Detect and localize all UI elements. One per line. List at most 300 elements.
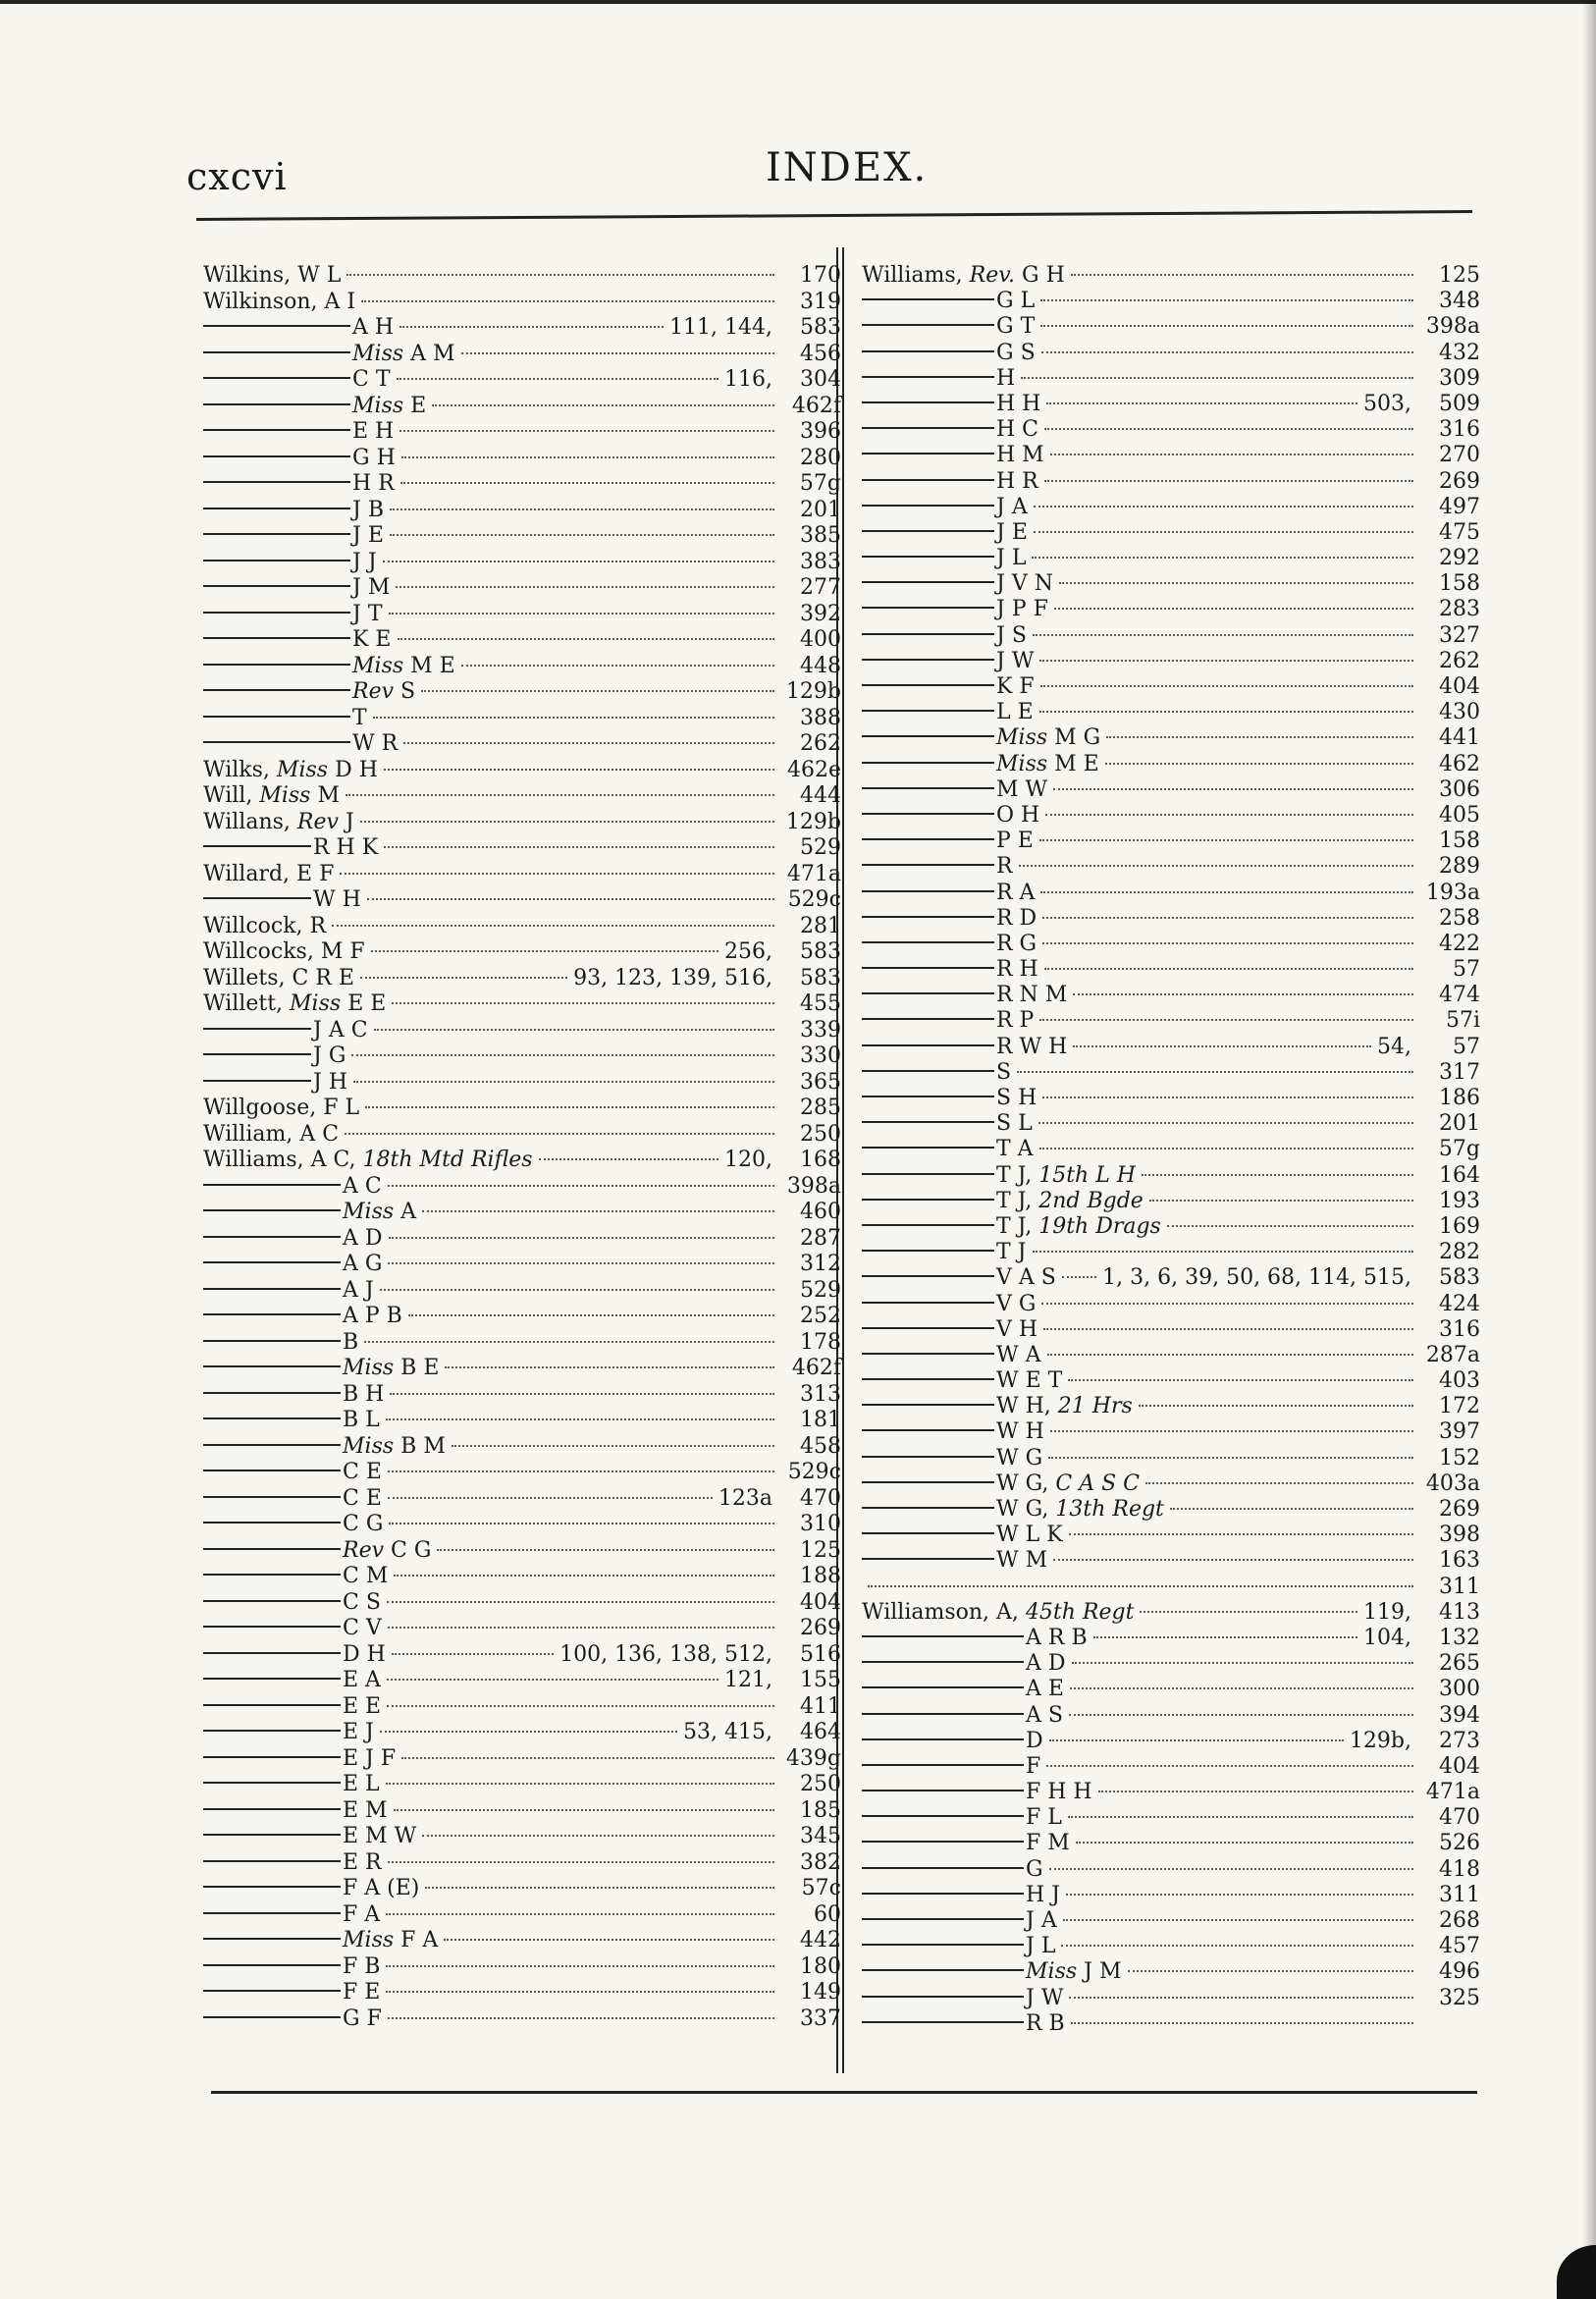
index-entry (203, 2006, 841, 2033)
entry-name (343, 1382, 384, 1409)
name-repeat-dash (862, 1378, 994, 1380)
entry-surname: C E (343, 1460, 382, 1484)
entry-page-ref: 509 (1439, 391, 1480, 416)
index-entry (862, 1394, 1480, 1419)
index-entry (862, 1600, 1480, 1626)
entry-page-ref: 201 (1439, 1111, 1480, 1137)
name-repeat-dash (862, 633, 994, 635)
name-repeat-dash (862, 864, 994, 866)
leader-dots (1073, 1045, 1371, 1047)
leader-dots (1069, 1997, 1413, 1999)
entry-surname: Williamson, A, (862, 1599, 1019, 1625)
name-repeat-dash (203, 325, 350, 327)
entry-name (862, 1600, 1134, 1626)
name-repeat-dash (203, 429, 350, 431)
entry-name (343, 1408, 380, 1434)
entry-page-ref: 394 (1439, 1702, 1480, 1728)
entry-other-refs: 53, 415, (683, 1720, 772, 1744)
entry-page-ref: 152 (1439, 1445, 1480, 1470)
entry-surname: W G, (996, 1497, 1049, 1522)
entry-other-refs: 111, 144, (669, 315, 772, 340)
index-entry (862, 1292, 1480, 1317)
leader-dots (389, 613, 775, 615)
entry-page-ref: 57 (1453, 1034, 1480, 1059)
name-repeat-dash (203, 351, 350, 353)
index-entry (203, 1798, 841, 1825)
entry-page-ref: 444 (800, 783, 841, 808)
entry-name (996, 725, 1100, 751)
entry-surname: F (1026, 1753, 1041, 1779)
entry-name (996, 1240, 1027, 1265)
entry-surname: R N M (996, 983, 1068, 1008)
name-repeat-dash (203, 845, 311, 847)
leader-dots (386, 1991, 774, 1993)
entry-surname: J A (996, 494, 1028, 519)
leader-dots (1098, 1791, 1413, 1792)
entry-surname: J W (1026, 1985, 1064, 2010)
entry-name (996, 1292, 1036, 1317)
entry-title-prefix: Miss (276, 757, 329, 782)
entry-name (203, 1148, 533, 1174)
index-entry (862, 1626, 1480, 1651)
entry-surname: A G (343, 1252, 383, 1276)
entry-surname: F B (343, 1953, 381, 1979)
entry-page-ref: 583 (1439, 1265, 1480, 1291)
name-repeat-dash (203, 612, 350, 614)
entry-name (343, 1642, 386, 1669)
name-repeat-dash (862, 967, 994, 969)
entry-surname: V A S (996, 1265, 1056, 1291)
entry-surname: W M (996, 1548, 1048, 1574)
index-entry (203, 1980, 841, 2006)
entry-name (203, 1096, 359, 1122)
entry-surname: E E (343, 1693, 382, 1719)
leader-dots (1032, 557, 1413, 559)
entry-name (1026, 1831, 1070, 1856)
entry-title-prefix: Rev. (969, 263, 1016, 288)
name-repeat-dash (203, 1834, 341, 1836)
entry-surname: H J (1026, 1882, 1060, 1907)
entry-surname: D H (343, 1641, 386, 1667)
entry-name (996, 829, 1034, 854)
leader-dots (388, 1497, 713, 1499)
entry-page-ref: 269 (800, 1616, 841, 1640)
entry-name (996, 314, 1035, 340)
leader-dots (351, 1054, 774, 1056)
name-repeat-dash (203, 1496, 341, 1498)
name-repeat-dash (862, 1918, 1024, 1920)
leader-dots (1044, 428, 1413, 430)
leader-dots (1070, 1687, 1413, 1689)
entry-page-ref: 311 (1439, 1882, 1480, 1907)
entry-surname: J A (1026, 1908, 1057, 1933)
leader-dots (374, 1029, 774, 1031)
index-entry (203, 446, 841, 472)
entry-initials: E E (347, 991, 387, 1016)
index-entry (203, 1824, 841, 1850)
index-entry (203, 1070, 841, 1096)
leader-dots (394, 1575, 774, 1577)
entry-name (1026, 1908, 1057, 1934)
entry-page-ref: 181 (800, 1408, 841, 1432)
index-entry (862, 957, 1480, 983)
entry-page-ref: 300 (1439, 1677, 1480, 1702)
index-entry (862, 1754, 1480, 1780)
entry-surname: A R B (1026, 1625, 1088, 1650)
entry-name (343, 1486, 382, 1513)
entry-page-ref: 441 (1439, 725, 1480, 751)
entry-unit: 45th Regt (1025, 1599, 1135, 1625)
leader-dots (1050, 1430, 1413, 1432)
entry-surname: E M W (343, 1824, 417, 1848)
leader-dots (388, 1861, 774, 1863)
entry-page-ref: 60 (814, 1901, 841, 1927)
entry-name (996, 520, 1028, 546)
leader-dots (1167, 1225, 1413, 1227)
entry-other-refs: 100, 136, 138, 512, (559, 1641, 772, 1667)
entry-name (1026, 1754, 1040, 1780)
entry-page-ref: 327 (1439, 622, 1480, 648)
entry-surname: G T (996, 314, 1036, 340)
entry-name (1026, 1703, 1063, 1729)
index-entry (862, 495, 1480, 520)
index-entry (203, 1096, 841, 1122)
entry-name (996, 1317, 1037, 1343)
name-repeat-dash (203, 1261, 341, 1263)
entry-surname: A S (1026, 1702, 1063, 1728)
entry-page-ref: 385 (800, 523, 841, 548)
entry-surname: E L (343, 1772, 380, 1796)
entry-name (343, 1434, 446, 1461)
entry-name (996, 854, 1013, 880)
entry-surname: E A (343, 1668, 381, 1692)
index-entry (862, 1986, 1480, 2011)
index-entry (203, 783, 841, 810)
index-entry (862, 777, 1480, 803)
entry-surname: T J, (996, 1162, 1033, 1188)
leader-dots (364, 1341, 774, 1343)
leader-dots (1054, 608, 1413, 610)
entry-page-ref: 306 (1439, 776, 1480, 802)
entry-name (203, 1122, 339, 1149)
entry-title-prefix: Miss (343, 1928, 395, 1952)
name-repeat-dash (862, 1224, 994, 1226)
entry-page-ref: 529c (787, 1460, 841, 1484)
index-entry (203, 1850, 841, 1877)
index-entry (203, 1278, 841, 1305)
entry-name (996, 1343, 1041, 1368)
entry-surname: J T (352, 601, 383, 626)
entry-page-ref: 164 (1439, 1162, 1480, 1188)
index-column-left (203, 263, 841, 2032)
entry-surname: F E (343, 1980, 381, 2005)
index-entry (203, 471, 841, 498)
entry-page-ref: 403a (1425, 1470, 1480, 1496)
name-repeat-dash (862, 505, 994, 507)
entry-name (996, 803, 1039, 829)
entry-page-ref: 180 (800, 1953, 841, 1979)
name-repeat-dash (862, 607, 994, 609)
entry-page-ref: 57i (1445, 1008, 1480, 1034)
entry-name (996, 1265, 1056, 1291)
entry-surname: B L (343, 1408, 380, 1432)
entry-surname: A P B (343, 1304, 402, 1328)
leader-dots (1071, 2022, 1413, 2024)
entry-name (343, 1330, 358, 1357)
entry-surname: E R (343, 1849, 382, 1875)
entry-page-ref: 330 (800, 1043, 841, 1068)
index-entry (862, 392, 1480, 417)
index-entry (203, 627, 841, 654)
index-entry (203, 419, 841, 446)
entry-surname: R G (996, 931, 1037, 956)
index-entry (203, 810, 841, 836)
entry-surname: G S (996, 340, 1036, 365)
entry-name (343, 1512, 383, 1538)
index-entry (862, 1497, 1480, 1523)
entry-name (1026, 1626, 1088, 1651)
leader-dots (1042, 1096, 1413, 1098)
entry-surname: Willard, E F (203, 861, 335, 886)
entry-page-ref: 404 (1439, 1753, 1480, 1779)
entry-title-prefix: Miss (352, 393, 404, 418)
entry-name (352, 654, 455, 680)
entry-page-ref: 250 (800, 1121, 841, 1147)
entry-unit: C A S C (1055, 1470, 1140, 1496)
entry-surname: W H (313, 887, 361, 912)
name-repeat-dash (862, 1815, 1024, 1817)
name-repeat-dash (203, 897, 311, 899)
index-entry (862, 314, 1480, 340)
entry-surname: S (400, 679, 416, 704)
entry-name (313, 1018, 368, 1044)
entry-name (996, 571, 1053, 597)
entry-page-ref: 316 (1439, 417, 1480, 443)
name-repeat-dash (203, 1704, 341, 1706)
entry-surname: H R (996, 468, 1038, 494)
leader-dots (365, 1106, 774, 1108)
name-repeat-dash (862, 350, 994, 352)
name-repeat-dash (203, 1678, 341, 1680)
entry-name (343, 1538, 431, 1565)
index-entry (203, 966, 841, 992)
index-entry (203, 1512, 841, 1538)
entry-page-ref: 448 (800, 653, 841, 678)
entry-surname: B E (400, 1356, 440, 1380)
entry-surname: J L (996, 546, 1027, 571)
entry-title-prefix: Miss (352, 341, 404, 366)
leader-dots (380, 1731, 677, 1733)
entry-surname: C V (343, 1616, 382, 1640)
index-entry (862, 546, 1480, 571)
entry-surname: B H (343, 1381, 385, 1407)
index-entry (862, 1035, 1480, 1060)
name-repeat-dash (862, 992, 994, 994)
entry-page-ref: 178 (800, 1329, 841, 1355)
entry-name (996, 443, 1044, 468)
leader-dots (539, 1158, 718, 1160)
entry-page-ref: 250 (800, 1772, 841, 1796)
leader-dots (388, 1262, 774, 1264)
entry-page-ref: 471a (1425, 1780, 1480, 1805)
entry-surname: V H (996, 1316, 1038, 1342)
entry-surname: A J (343, 1277, 374, 1303)
entry-name (996, 700, 1034, 725)
entry-name (1026, 1959, 1122, 1985)
entry-surname: M W (996, 776, 1048, 802)
entry-name (996, 469, 1038, 495)
entry-surname: P E (996, 829, 1034, 854)
entry-name (343, 2006, 382, 2033)
index-entry (862, 366, 1480, 392)
leader-dots (400, 482, 774, 484)
entry-surname: H (996, 365, 1016, 391)
index-entry (862, 1086, 1480, 1111)
entry-surname: W L K (996, 1523, 1063, 1548)
name-repeat-dash (862, 1996, 1024, 1998)
entry-surname: R H K (313, 835, 379, 860)
entry-page-ref: 337 (800, 2005, 841, 2031)
name-repeat-dash (862, 1713, 1024, 1715)
entry-page-ref: 398 (1439, 1523, 1480, 1548)
name-repeat-dash (862, 1635, 1024, 1637)
entry-page-ref: 158 (1439, 829, 1480, 854)
leader-dots (360, 821, 774, 823)
name-repeat-dash (203, 508, 350, 509)
entry-page-ref: 529 (800, 835, 841, 860)
entry-surname: C M (343, 1564, 389, 1588)
entry-page-ref: 400 (800, 627, 841, 652)
name-repeat-dash (862, 1893, 1024, 1895)
entry-surname: Willcocks, M F (203, 939, 365, 964)
entry-name (203, 758, 378, 784)
name-repeat-dash (862, 659, 994, 661)
entry-surname: M G (1054, 725, 1101, 751)
entry-surname: Willcock, R (203, 913, 327, 938)
entry-unit: 21 Hrs (1057, 1394, 1133, 1419)
entry-name (996, 341, 1036, 366)
entry-page-ref: 132 (1439, 1625, 1480, 1650)
leader-dots (868, 1585, 1413, 1587)
leader-dots (1068, 1816, 1413, 1818)
name-repeat-dash (862, 479, 994, 481)
entry-page-ref: 129b (785, 809, 841, 834)
entry-name (343, 1226, 383, 1253)
index-entry (862, 1317, 1480, 1343)
entry-page-ref: 149 (800, 1980, 841, 2005)
name-repeat-dash (203, 1756, 341, 1758)
entry-page-ref: 287a (1425, 1342, 1480, 1367)
index-entry (203, 1200, 841, 1226)
entry-page-ref: 388 (800, 705, 841, 730)
entry-surname: W G, (996, 1470, 1049, 1496)
index-entry (203, 1382, 841, 1409)
entry-surname: Wilkins, W L (203, 263, 342, 288)
index-entry (862, 983, 1480, 1008)
leader-dots (1145, 1482, 1413, 1484)
entry-page-ref: 470 (1439, 1805, 1480, 1831)
leader-dots (399, 326, 664, 328)
entry-name (352, 550, 377, 576)
entry-name (343, 1668, 381, 1694)
index-entry (203, 1226, 841, 1253)
index-entry (203, 1746, 841, 1773)
entry-page-ref: 529 (800, 1277, 841, 1303)
leader-dots (383, 561, 774, 562)
entry-page-ref: 193 (1439, 1188, 1480, 1213)
entry-page-ref: 422 (1439, 931, 1480, 956)
entry-initials: D H (335, 757, 378, 782)
name-repeat-dash (862, 401, 994, 403)
entry-page-ref: 285 (800, 1096, 841, 1120)
entry-page-ref: 186 (1439, 1086, 1480, 1110)
index-entry (862, 649, 1480, 674)
entry-name (343, 1616, 382, 1642)
entry-name (352, 602, 383, 628)
entry-name (352, 679, 415, 706)
entry-page-ref: 462f (791, 393, 841, 418)
entry-page-ref: 57g (799, 471, 841, 496)
leader-dots (380, 1289, 774, 1291)
entry-page-ref: 405 (1439, 802, 1480, 828)
leader-dots (1062, 1276, 1096, 1278)
entry-name (1026, 1986, 1063, 2011)
leader-dots (421, 690, 774, 692)
entry-name (352, 471, 395, 498)
index-entry (862, 1729, 1480, 1754)
leader-dots (384, 846, 774, 848)
entry-page-ref: 268 (1439, 1908, 1480, 1933)
entry-name (996, 1163, 1136, 1189)
leader-dots (422, 1835, 774, 1837)
entry-surname: T J, (996, 1188, 1033, 1213)
leader-dots (461, 352, 774, 354)
entry-name (352, 731, 398, 758)
entry-name (203, 263, 341, 290)
entry-surname: R (996, 854, 1013, 880)
entry-page-ref: 424 (1439, 1291, 1480, 1316)
leader-dots (1140, 1611, 1357, 1613)
index-entry (203, 1122, 841, 1149)
entry-surname: Williams, A C, (203, 1148, 356, 1172)
leader-dots (361, 300, 774, 302)
leader-dots (1044, 968, 1413, 970)
entry-page-ref: 339 (800, 1017, 841, 1043)
entry-surname: D (1026, 1728, 1043, 1753)
name-repeat-dash (862, 530, 994, 532)
leader-dots (1046, 1765, 1413, 1767)
entry-surname: J M (352, 575, 391, 600)
entry-page-ref: 442 (800, 1928, 841, 1952)
index-entry (862, 932, 1480, 957)
name-repeat-dash (203, 1808, 341, 1810)
name-repeat-dash (862, 581, 994, 583)
name-repeat-dash (203, 1340, 341, 1342)
entry-surname: A D (1026, 1651, 1066, 1677)
entry-page-ref: 172 (1439, 1394, 1480, 1419)
index-entry (862, 1163, 1480, 1189)
index-entry (862, 1265, 1480, 1291)
leader-dots (1128, 1970, 1414, 1972)
entry-page-ref: 125 (800, 1537, 841, 1563)
entry-name (352, 575, 390, 602)
entry-page-ref: 470 (800, 1485, 841, 1511)
name-repeat-dash (203, 1470, 341, 1471)
entry-surname: J S (996, 622, 1027, 648)
entry-name (203, 810, 354, 836)
entry-name (862, 263, 1065, 289)
name-repeat-dash (203, 1652, 341, 1654)
